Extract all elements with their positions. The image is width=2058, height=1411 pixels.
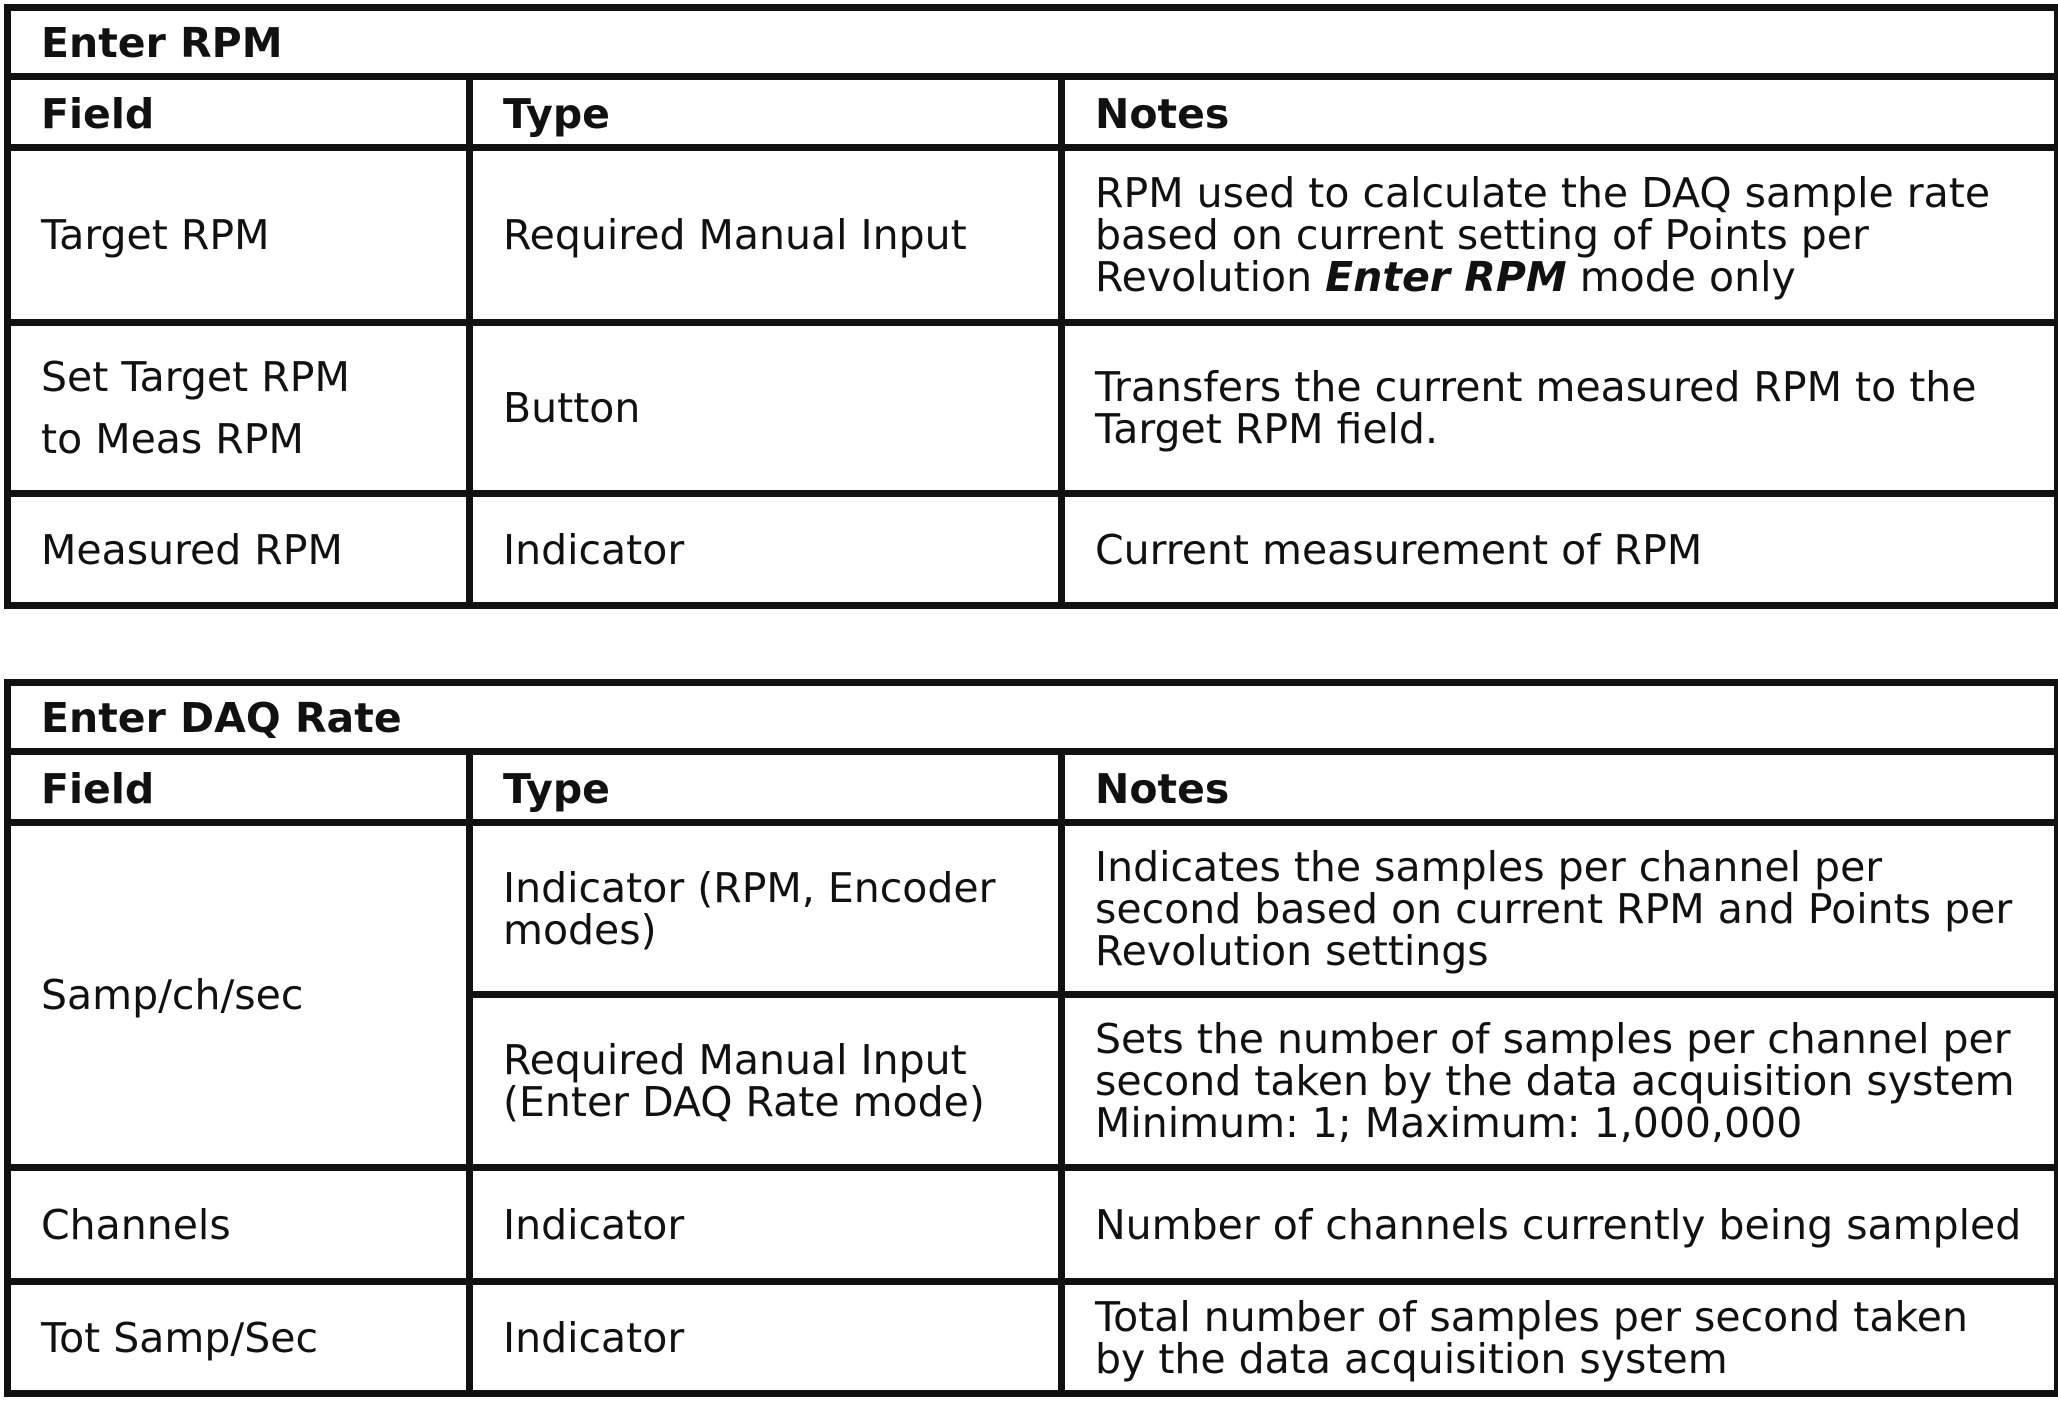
- notes-mode-emphasis: Enter RPM: [1325, 253, 1567, 301]
- column-header-notes: Notes: [1062, 77, 2058, 148]
- type-cell: Button: [470, 323, 1062, 494]
- notes-text: RPM used to calculate the DAQ sample rate based on current setting of Points per Revolution: [1095, 169, 1991, 301]
- enter-daq-rate-table: [4, 679, 2058, 1397]
- field-cell: [8, 323, 470, 494]
- column-header-type: Type: [470, 77, 1062, 148]
- table-title: Enter DAQ Rate: [8, 683, 2058, 752]
- type-cell: Indicator: [470, 1282, 1062, 1394]
- field-cell: Measured RPM: [8, 494, 470, 606]
- column-header-field: Field: [8, 77, 470, 148]
- table-row: [8, 1168, 2058, 1282]
- notes-text-suffix: mode only: [1566, 253, 1796, 301]
- field-line: to Meas RPM: [41, 415, 304, 463]
- table-header-row: [8, 752, 2058, 823]
- type-cell: Indicator: [470, 494, 1062, 606]
- field-cell: Samp/ch/sec: [8, 823, 470, 1168]
- notes-cell: Current measurement of RPM: [1062, 494, 2058, 606]
- column-header-notes: Notes: [1062, 752, 2058, 823]
- table-row: [8, 1282, 2058, 1394]
- field-cell: Target RPM: [8, 148, 470, 323]
- notes-cell: Indicates the samples per channel per second based on current RPM and Points per Revolution settings: [1062, 823, 2058, 995]
- table-row: [8, 823, 2058, 995]
- type-cell: Indicator (RPM, Encoder modes): [470, 823, 1062, 995]
- column-header-field: Field: [8, 752, 470, 823]
- table-title-row: [8, 683, 2058, 752]
- notes-cell: Total number of samples per second taken by the data acquisition system: [1062, 1282, 2058, 1394]
- column-header-type: Type: [470, 752, 1062, 823]
- table-row: [8, 323, 2058, 494]
- table-row: [8, 148, 2058, 323]
- type-cell: Required Manual Input (Enter DAQ Rate mode): [470, 995, 1062, 1168]
- type-cell: Required Manual Input: [470, 148, 1062, 323]
- field-cell: Tot Samp/Sec: [8, 1282, 470, 1394]
- type-cell: Indicator: [470, 1168, 1062, 1282]
- table-title-row: [8, 8, 2058, 77]
- notes-cell: Transfers the current measured RPM to the Target RPM field.: [1062, 323, 2058, 494]
- notes-cell: Sets the number of samples per channel per second taken by the data acquisition system Minimum: 1; Maximum: 1,000,000: [1062, 995, 2058, 1168]
- notes-cell: [1062, 148, 2058, 323]
- table-title: Enter RPM: [8, 8, 2058, 77]
- table-header-row: [8, 77, 2058, 148]
- notes-cell: Number of channels currently being sampled: [1062, 1168, 2058, 1282]
- field-cell: Channels: [8, 1168, 470, 1282]
- field-line: Set Target RPM: [41, 353, 350, 401]
- table-row: [8, 494, 2058, 606]
- enter-rpm-table: [4, 4, 2058, 609]
